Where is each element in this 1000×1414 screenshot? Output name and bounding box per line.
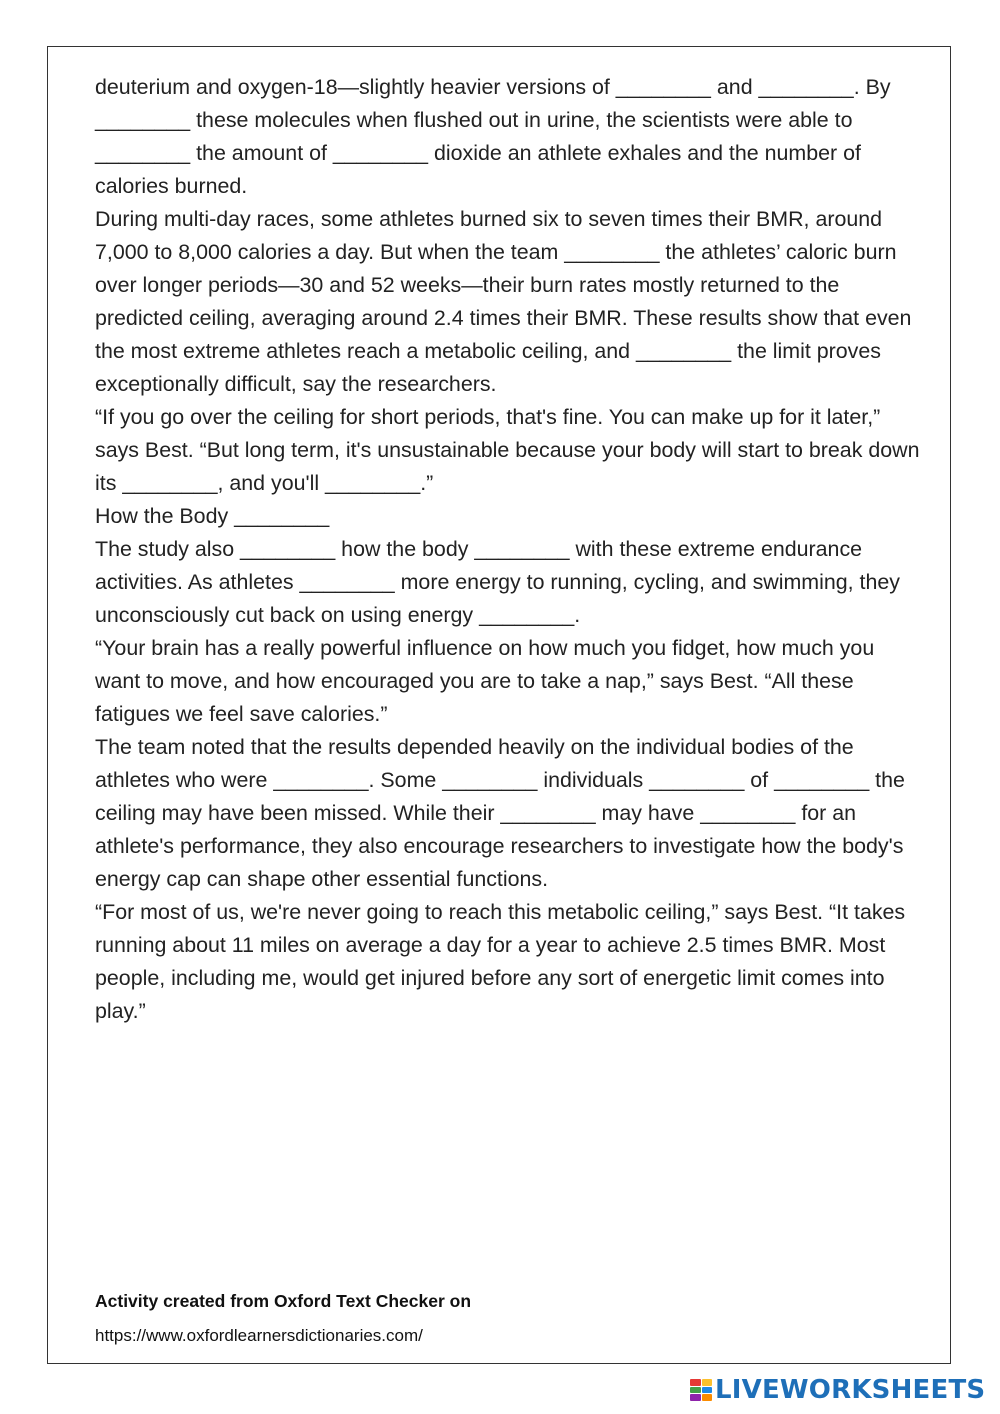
paragraph-best-quote-most-of-us: “For most of us, we're never going to reach this metabolic ceiling,” says Best. “It takes running about 11 miles on average a day for a year to achieve 2.5 times BMR. Most people, including me, would get injured before any sort of energetic limit comes into play.”: [95, 900, 906, 1023]
section-heading: How the Body ________: [95, 504, 330, 528]
logo-tile: [702, 1394, 713, 1401]
logo-tile: [690, 1379, 701, 1386]
credit-line: Activity created from Oxford Text Checker on: [95, 1291, 472, 1311]
paragraph-body-adapts: The study also ________ how the body ________ with these extreme endurance activities. As athletes ________ more energy to running, cycling, and swimming, they unconsciously cut back on using energy ________.: [95, 537, 900, 627]
credit-url: https://www.oxfordlearnersdictionaries.com/: [95, 1326, 423, 1345]
paragraph-best-quote-ceiling: “If you go over the ceiling for short periods, that's fine. You can make up for it later,” says Best. “But long term, it's unsustainable because your body will start to break down its ________, and you'll ________.”: [95, 405, 920, 495]
paragraph-multi-day-races: During multi-day races, some athletes burned six to seven times their BMR, around 7,000 to 8,000 calories a day. But when the team ________ the athletes’ caloric burn over longer periods—30 and 52 weeks—their burn rates mostly returned to the predicted ceiling, averaging around 2.4 times their BMR. These results show that even the most extreme athletes reach a metabolic ceiling, and ________ the limit proves exceptionally difficult, say the researchers.: [95, 207, 912, 396]
paragraph-isotopes: deuterium and oxygen-18—slightly heavier versions of ________ and ________. By ________ these molecules when flushed out in urine, the scientists were able to ________ the amount of ________ dioxide an athlete exhales and the number of calories burned.: [95, 75, 891, 198]
logo-tile: [702, 1387, 713, 1394]
paragraph-team-noted: The team noted that the results depended heavily on the individual bodies of the athletes who were ________. Some ________ individuals ________ of ________ the ceiling may have been missed. While their ________ may have ________ for an athlete's performance, they also encourage researchers to investigate how the body's energy cap can shape other essential functions.: [95, 735, 905, 891]
worksheet-text: [95, 71, 925, 1028]
liveworksheets-logo-icon: [690, 1379, 712, 1401]
logo-tile: [702, 1379, 713, 1386]
logo-tile: [690, 1387, 701, 1394]
brand-name: LIVEWORKSHEETS: [715, 1375, 986, 1405]
logo-tile: [690, 1394, 701, 1401]
paragraph-brain-quote: “Your brain has a really powerful influence on how much you fidget, how much you want to move, and how encouraged you are to take a nap,” says Best. “All these fatigues we feel save calories.”: [95, 636, 875, 726]
liveworksheets-brand: [690, 1374, 985, 1406]
